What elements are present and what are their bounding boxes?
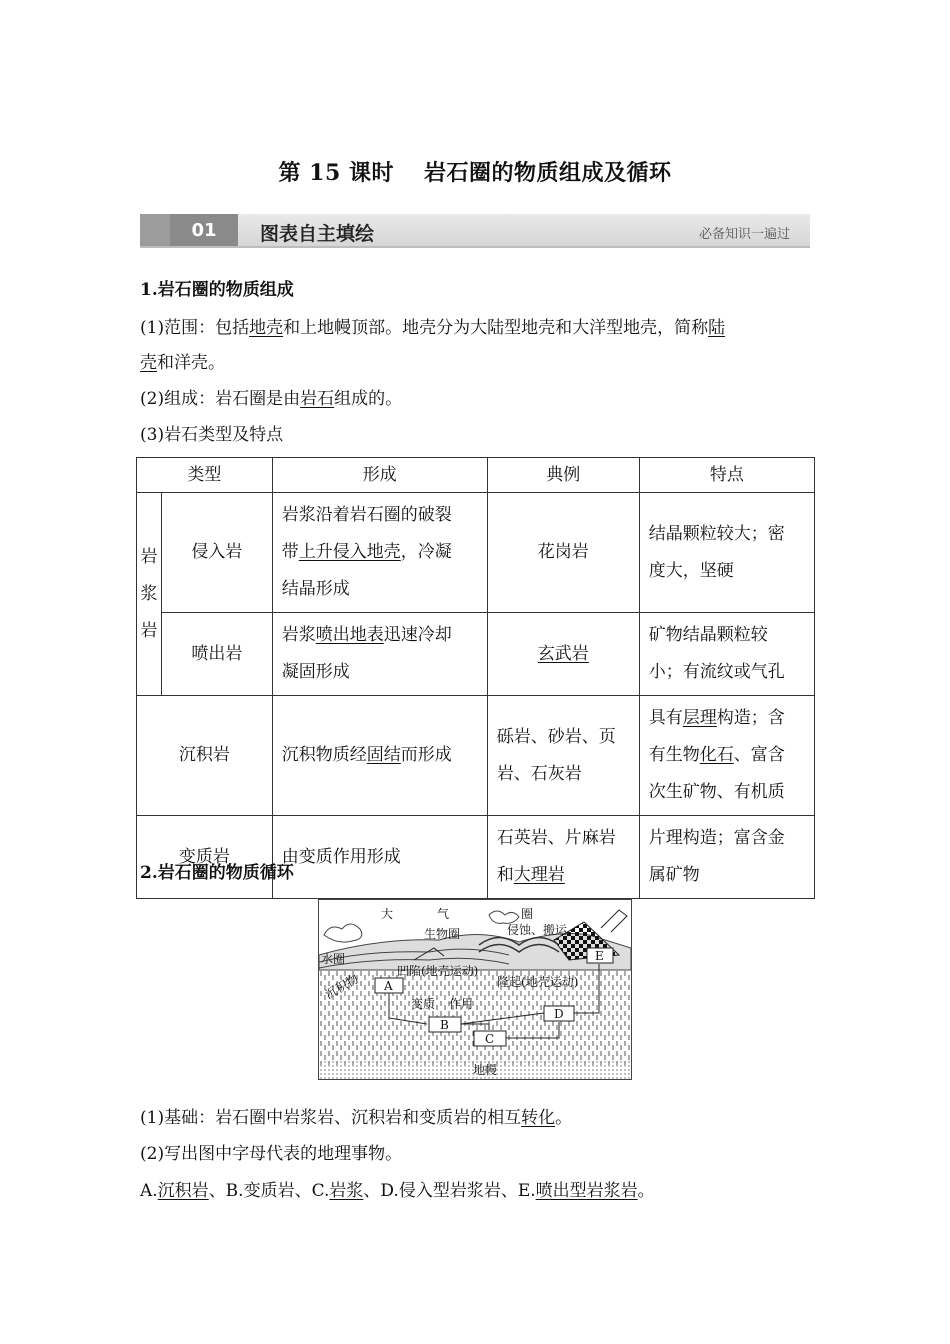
extrusive-feature [639,613,814,696]
intrusive-name: 侵入岩 [162,493,273,613]
answer-blank: 上升侵入地壳 [298,542,401,562]
extrusive-formation [272,613,487,696]
answer-blank: 化石 [699,745,734,765]
label-mantle: 地幔 [473,1063,498,1077]
banner-note: 必备知识一遍过 [698,227,790,242]
label-sediment: 沉积物 [322,971,361,1002]
scope-line-1 [140,317,725,339]
text: 结晶形成 [281,579,350,599]
label-subsidence: 凹陷(地壳运动) [397,964,479,978]
table-row [137,696,815,816]
page-title [0,156,950,187]
letters-question: (2)写出图中字母代表的地理事物。 [140,1144,403,1164]
intrusive-formation [272,493,487,613]
answer-blank: 岩石 [300,389,335,409]
igneous-label [137,493,162,696]
text: 度大，坚硬 [648,560,734,581]
answer-blank: 陆 [708,318,726,338]
text: 结晶颗粒较大；密 [648,523,785,544]
box-e-label: E [595,949,604,963]
text: 岩浆 [281,625,316,645]
answer-blank: 壳 [140,353,157,373]
rock-cycle-svg [319,900,631,1079]
box-a-label: A [384,979,393,993]
metamorphic-name: 变质岩 [137,816,273,899]
label-atmosphere-2: 气 [437,907,450,921]
basis-line [140,1107,572,1129]
answer-blank: 玄武岩 [537,643,589,664]
text: 具有 [648,708,683,728]
extrusive-example [487,613,639,696]
answer-blank: 岩浆 [329,1181,364,1201]
text: 组成的。 [334,389,403,409]
answer-blank: 大理岩 [513,865,565,885]
text: ，冷凝 [400,542,452,562]
text: 次生矿物、有机质 [648,782,785,802]
table-row [137,613,815,696]
label-biosphere: 生物圈 [424,927,461,941]
text: 凝固形成 [281,662,350,682]
banner-lead-block [140,214,170,246]
text: 。 [637,1181,655,1201]
intrusive-feature [639,493,814,613]
answer-blank: 转化 [521,1108,556,1128]
text: 矿物结晶颗粒较 [648,625,768,645]
metamorphic-formation: 由变质作用形成 [272,816,487,899]
rock-types-table [136,457,815,899]
sedimentary-formation [272,696,487,816]
sedimentary-example [487,696,639,816]
section-banner [140,214,810,248]
metamorphic-feature [639,816,814,899]
text: (1)范围：包括 [140,318,250,338]
lesson-topic: 岩石圈的物质组成及循环 [423,160,672,186]
label-erosion: 侵蚀、搬运 [507,923,568,937]
answer-blank: 地壳 [249,318,284,338]
text: 岩浆沿着岩石圈的破裂 [281,505,452,525]
sedimentary-feature [639,696,814,816]
box-d-label: D [554,1007,564,1021]
text: 和洋壳。 [157,353,225,373]
label-hydrosphere: 水圈 [321,952,346,966]
label-metamorphism-1: 变质 [411,997,436,1011]
table-header-row [137,458,815,493]
label-atmosphere-1: 大 [381,907,394,921]
text: 、B.变质岩、C. [208,1181,330,1201]
box-b-label: B [440,1018,449,1032]
header-type: 类型 [137,458,273,493]
text: 、富含 [733,745,785,765]
header-feature: 特点 [639,458,814,493]
eruption [601,910,627,932]
answer-blank: 喷出地表 [315,625,384,645]
answer-blank: 喷出型岩浆岩 [535,1181,638,1201]
answer-blank: 固结 [366,745,401,765]
banner-number: 01 [170,214,238,246]
text: 。 [555,1108,573,1128]
text: (2)组成：岩石圈是由 [140,389,301,409]
text: 迅速冷却 [383,625,452,645]
header-formation: 形成 [272,458,487,493]
table-row [137,816,815,899]
metamorphic-example [487,816,639,899]
composition-line [140,388,402,410]
text: 岩 [140,546,158,567]
intrusive-example: 花岗岩 [487,493,639,613]
text: 构造；含 [716,708,785,728]
text: 岩、石灰岩 [496,763,582,784]
text: 石英岩、片麻岩 [496,828,616,848]
section2-heading: 2.岩石圈的物质循环 [140,863,294,883]
label-uplift: 隆起(地壳运动) [497,975,579,989]
text: 沉积物质经 [281,745,367,765]
text: 有生物 [648,745,700,765]
text: 岩 [140,620,158,641]
section1-heading: 1.岩石圈的物质组成 [140,280,294,300]
label-metamorphism-2: 作用 [449,997,474,1011]
text: 浆 [140,583,158,604]
scope-line-2 [140,352,225,374]
table-row [137,493,815,613]
answer-line [140,1180,655,1202]
lesson-number: 第 15 课时 [278,160,394,186]
text: A. [140,1181,158,1201]
types-heading: (3)岩石类型及特点 [140,425,284,445]
answer-blank: 层理 [682,708,717,728]
text: 带 [281,542,299,562]
text: 片理构造；富含金 [648,828,785,848]
text: (1)基础：岩石圈中岩浆岩、沉积岩和变质岩的相互 [140,1108,522,1128]
rock-cycle-diagram [318,899,632,1080]
label-atmosphere-3: 圈 [521,907,534,921]
cloud [324,924,362,942]
text: 和 [496,865,514,885]
text: 小；有流纹或气孔 [648,662,785,682]
extrusive-name: 喷出岩 [162,613,273,696]
text: 属矿物 [648,865,700,885]
cloud [489,911,519,923]
banner-title: 图表自主填绘 [260,223,375,245]
text: 、D.侵入型岩浆岩、E. [363,1181,536,1201]
header-example: 典例 [487,458,639,493]
text: 和上地幔顶部。地壳分为大陆型地壳和大洋型地壳，简称 [283,318,709,338]
sedimentary-name: 沉积岩 [137,696,273,816]
box-c-label: C [485,1032,495,1046]
answer-blank: 沉积岩 [157,1181,209,1201]
text: 而形成 [400,745,452,765]
text: 砾岩、砂岩、页 [496,726,616,747]
crust-area [319,970,631,1065]
